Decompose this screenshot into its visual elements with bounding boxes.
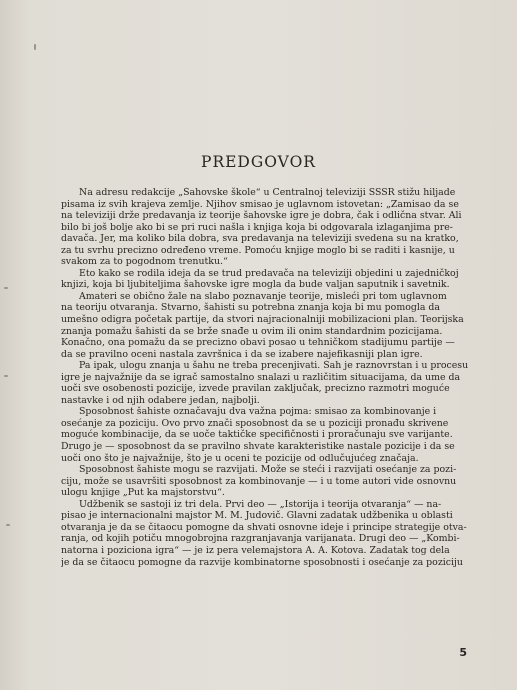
text-line: Udžbenik se sastoji iz tri dela. Prvi deo — „Istorija i teorija otvaranja“ — na- — [79, 498, 442, 510]
text-line: znanja pomažu šahisti da se brže snađe u ovim ili onim standardnim pozicijama. — [61, 325, 443, 337]
text-line: Sposobnost šahiste označavaju dva važna pojma: smisao za kombinovanje i — [79, 406, 437, 418]
text-line: pisao je internacionalni majstor M. M. Judovič. Glavni zadatak udžbenika u oblasti — [61, 510, 453, 522]
paragraph — [61, 291, 476, 360]
text-line: svakom za to pogodnom trenutku.“ — [61, 256, 228, 268]
text-line: nastavke i od njih odabere jedan, najbolji. — [61, 394, 260, 406]
paragraph — [61, 499, 476, 568]
body-text — [61, 187, 476, 568]
text-line: je da se čitaocu pomogne da razvije kombinatorne sposobnosti i osećanje za poziciju — [61, 556, 463, 568]
text-line: davača. Jer, ma koliko bila dobra, sva predavanja na televiziji svedena su na kratko, — [61, 233, 459, 245]
text-line: na televiziji drže predavanja iz teorije šahovske igre je dobra, čak i odlična stvar. Ali — [61, 210, 462, 222]
margin-mark — [4, 287, 8, 289]
text-line: ciju, može se usavršiti sposobnost za kombinovanje — i u tome autori vide osnovnu — [61, 475, 457, 487]
paragraph — [61, 360, 476, 406]
text-line: natorna i poziciona igra“ — je iz pera velemajstora A. A. Kotova. Zadatak tog dela — [61, 544, 450, 556]
paragraph — [61, 268, 476, 291]
text-line: Konačno, ona pomažu da se precizno obavi posao u tehničkom stadijumu partije — — [61, 337, 455, 349]
paragraph — [61, 406, 476, 464]
text-line: otvaranja je da se čitaocu pomogne da shvati osnovne ideje i principe strategije otva- — [61, 521, 467, 533]
margin-mark — [6, 524, 10, 526]
text-line: osećanje za poziciju. Ovo prvo znači sposobnost da se u poziciji pronađu skrivene — [61, 417, 449, 429]
text-line: ulogu knjige „Put ka majstorstvu“. — [61, 487, 225, 499]
text-line: Eto kako se rodila ideja da se trud predavača na televiziji objedini u zajedničkoj — [79, 267, 459, 279]
text-line: bilo bi još bolje ako bi se pri ruci našla i knjiga koja bi odgovarala izlaganjima pre- — [61, 221, 453, 233]
text-line: pisama iz svih krajeva zemlje. Njihov smisao je uglavnom istovetan: „Zamisao da se — [61, 198, 459, 210]
paragraph — [61, 187, 476, 268]
text-line: igre je najvažnije da se igrač samostalno snalazi u različitim situacijama, da ume da — [61, 371, 461, 383]
margin-mark — [34, 44, 36, 50]
text-line: knjizi, koja bi ljubiteljima šahovske igre mogla da bude valjan saputnik i savetnik. — [61, 279, 450, 291]
paragraph — [61, 464, 476, 499]
text-line: na teoriju otvaranja. Stvarno, šahisti su potrebna znanja koja bi mu pomogla da — [61, 302, 441, 314]
text-line: Na adresu redakcije „Šahovske škole“ u Centralnoj televiziji SSSR stižu hiljade — [79, 187, 456, 198]
text-line: umešno odigra početak partije, da stvori najracionalniji mobilizacioni plan. Teorijska — [61, 314, 464, 326]
text-line: Sposobnost šahiste mogu se razvijati. Može se steći i razvijati osećanje za pozi- — [79, 464, 457, 476]
text-line: Pa ipak, ulogu znanja u šahu ne treba precenjivati. Šah je raznovrstan i u procesu — [79, 360, 469, 372]
text-line: moguće kombinacije, da se uoče taktičke specifičnosti i proračunaju sve varijante. — [61, 429, 453, 441]
text-line: uoči sve osobenosti pozicije, izvede pravilan zaključak, precizno razmotri moguće — [61, 383, 450, 395]
text-line: da se pravilno oceni nastala završnica i da se izabere najefikasniji plan igre. — [61, 348, 423, 360]
page-number: 5 — [459, 646, 467, 659]
margin-mark — [4, 375, 8, 377]
text-line: Drugo je — sposobnost da se pravilno shvate karakteristike nastale pozicije i da se — [61, 441, 455, 453]
text-line: uoči ono što je najvažnije, što je u oceni te pozicije od odlučujućeg značaja. — [61, 452, 419, 464]
text-line: Amateri se obično žale na slabo poznavanje teorije, misleći pri tom uglavnom — [79, 290, 447, 302]
text-line: za tu svrhu precizno određeno vreme. Pomoću knjige moglo bi se raditi i kasnije, u — [61, 244, 455, 256]
text-line: ranja, od kojih potiču mnogobrojna razgranjavanja varijanata. Drugi deo — „Kombi- — [61, 533, 460, 545]
page-title: PREDGOVOR — [201, 153, 316, 171]
